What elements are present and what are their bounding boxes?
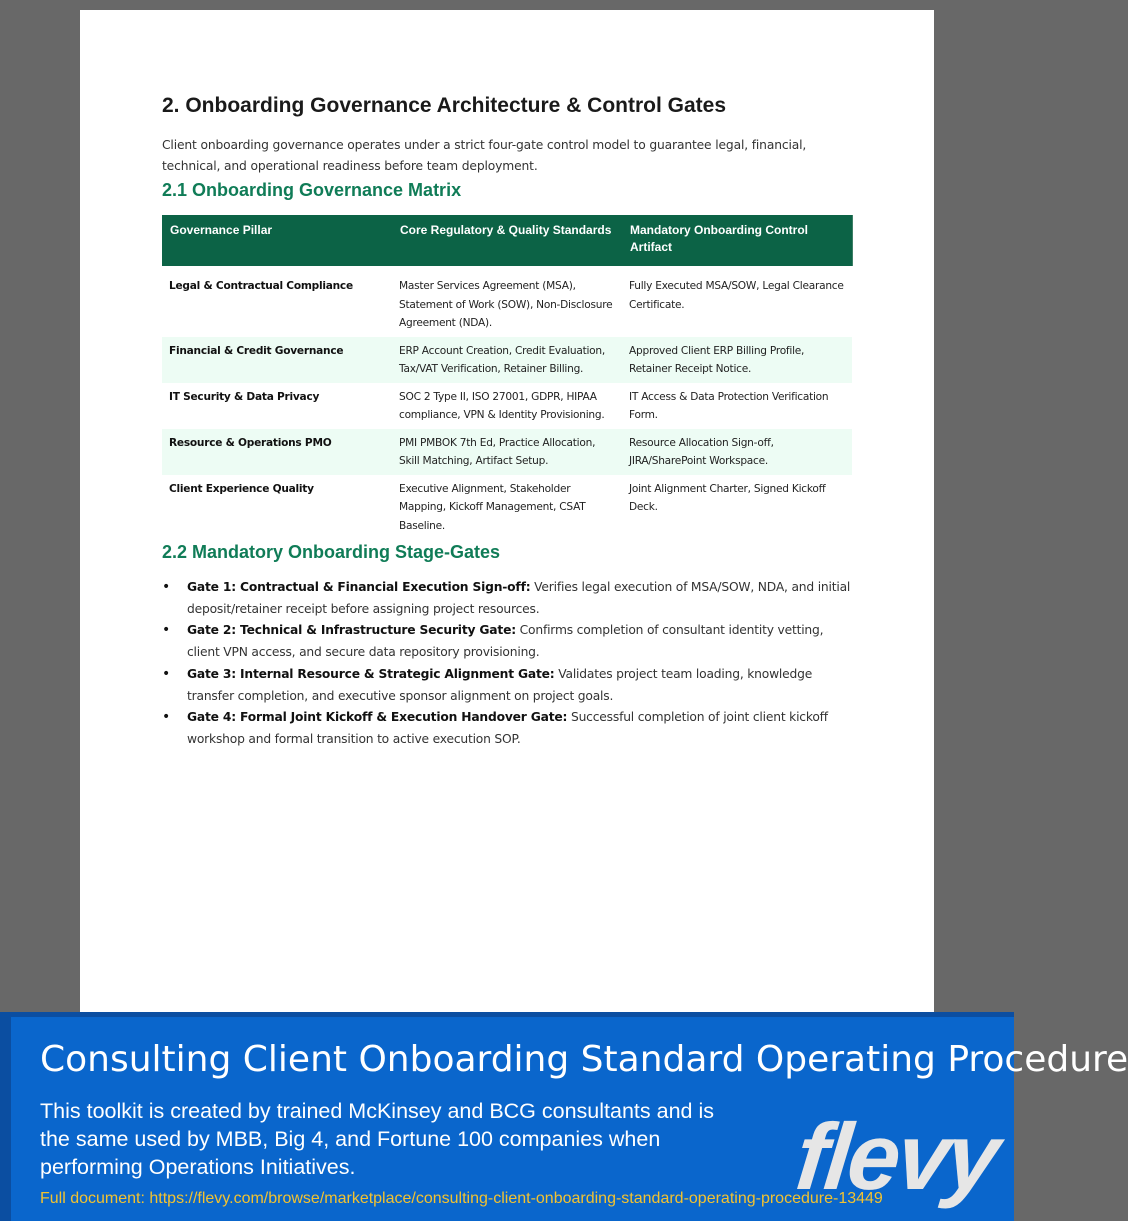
bullet-icon: • bbox=[162, 622, 171, 639]
standards-cell: ERP Account Creation, Credit Evaluation, Tax/VAT Verification, Retainer Billing. bbox=[392, 337, 622, 383]
promo-banner bbox=[0, 1012, 1128, 1221]
bullet-icon: • bbox=[162, 665, 171, 682]
promo-banner-panel bbox=[11, 1017, 1128, 1221]
standards-cell: SOC 2 Type II, ISO 27001, GDPR, HIPAA compliance, VPN & Identity Provisioning. bbox=[399, 390, 605, 421]
artifact-cell: Resource Allocation Sign-off, JIRA/SharePoint Workspace. bbox=[622, 429, 852, 475]
document-link[interactable]: Full document: https://flevy.com/browse/marketplace/consulting-client-onboarding-standard-operating-procedure-13449 bbox=[40, 1190, 883, 1207]
bullet-icon: • bbox=[162, 709, 171, 726]
artifact-cell: Fully Executed MSA/SOW, Legal Clearance Certificate. bbox=[629, 280, 844, 311]
gate-label: Gate 3: Internal Resource & Strategic Alignment Gate: bbox=[187, 666, 555, 681]
table-row bbox=[162, 383, 852, 429]
matrix-heading: 2.1 Onboarding Governance Matrix bbox=[162, 180, 462, 200]
governance-matrix-table bbox=[162, 215, 853, 539]
flevy-logo: flevy bbox=[791, 1104, 1002, 1209]
gates-list bbox=[162, 577, 852, 751]
gate-text: Verifies legal execution of MSA/SOW, NDA, and initial deposit/retainer receipt before assigning project resources. bbox=[187, 580, 851, 616]
artifact-cell: Joint Alignment Charter, Signed Kickoff Deck. bbox=[629, 482, 826, 513]
column-header-artifact: Mandatory Onboarding Control Artifact bbox=[622, 215, 852, 269]
table-header-row bbox=[162, 215, 852, 269]
intro-paragraph: Client onboarding governance operates under a strict four-gate control model to guarantee legal, financial, technical, and operational readiness before team deployment. bbox=[162, 138, 807, 173]
gate-label: Gate 1: Contractual & Financial Execution Sign-off: bbox=[187, 580, 531, 594]
gate-text: Confirms completion of consultant identity vetting, client VPN access, and secure data repository provisioning. bbox=[187, 623, 824, 660]
standards-cell: Master Services Agreement (MSA), Statement of Work (SOW), Non-Disclosure Agreement (NDA). bbox=[399, 280, 613, 329]
banner-title: Consulting Client Onboarding Standard Operating Procedure bbox=[40, 1039, 1128, 1080]
pillar-cell: Client Experience Quality bbox=[169, 482, 314, 495]
gates-heading: 2.2 Mandatory Onboarding Stage-Gates bbox=[162, 542, 501, 562]
gate-label: Gate 4: Formal Joint Kickoff & Execution Handover Gate: bbox=[187, 710, 568, 725]
pillar-cell: Legal & Contractual Compliance bbox=[169, 280, 353, 292]
list-item bbox=[162, 707, 852, 750]
section-title: 2. Onboarding Governance Architecture & Control Gates bbox=[162, 94, 726, 117]
gate-label: Gate 2: Technical & Infrastructure Security Gate: bbox=[187, 623, 516, 638]
gate-text: Successful completion of joint client kickoff workshop and formal transition to active execution SOP. bbox=[187, 710, 828, 746]
list-item bbox=[162, 577, 852, 620]
column-header-pillar: Governance Pillar bbox=[162, 215, 392, 269]
artifact-cell: Approved Client ERP Billing Profile, Retainer Receipt Notice. bbox=[622, 337, 852, 383]
pillar-cell: IT Security & Data Privacy bbox=[169, 390, 320, 403]
table-row bbox=[162, 269, 852, 337]
bullet-icon: • bbox=[162, 579, 171, 595]
column-header-standards: Core Regulatory & Quality Standards bbox=[392, 215, 622, 269]
standards-cell: PMI PMBOK 7th Ed, Practice Allocation, Skill Matching, Artifact Setup. bbox=[392, 429, 622, 475]
table-row bbox=[162, 337, 852, 383]
pillar-cell: Financial & Credit Governance bbox=[162, 337, 392, 383]
page-content bbox=[162, 90, 852, 751]
gate-text: Validates project team loading, knowledge transfer completion, and executive sponsor alignment on project goals. bbox=[187, 666, 813, 703]
standards-cell: Executive Alignment, Stakeholder Mapping, Kickoff Management, CSAT Baseline. bbox=[399, 482, 586, 532]
pillar-cell: Resource & Operations PMO bbox=[162, 429, 392, 475]
list-item bbox=[162, 620, 852, 663]
list-item bbox=[162, 664, 852, 707]
table-row bbox=[162, 475, 852, 540]
banner-description: This toolkit is created by trained McKinsey and BCG consultants and is the same used by MBB, Big 4, and Fortune 100 companies when performing Operations Initiatives. bbox=[40, 1099, 714, 1179]
table-row bbox=[162, 429, 852, 475]
document-page bbox=[80, 10, 934, 1021]
artifact-cell: IT Access & Data Protection Verification Form. bbox=[629, 390, 829, 421]
